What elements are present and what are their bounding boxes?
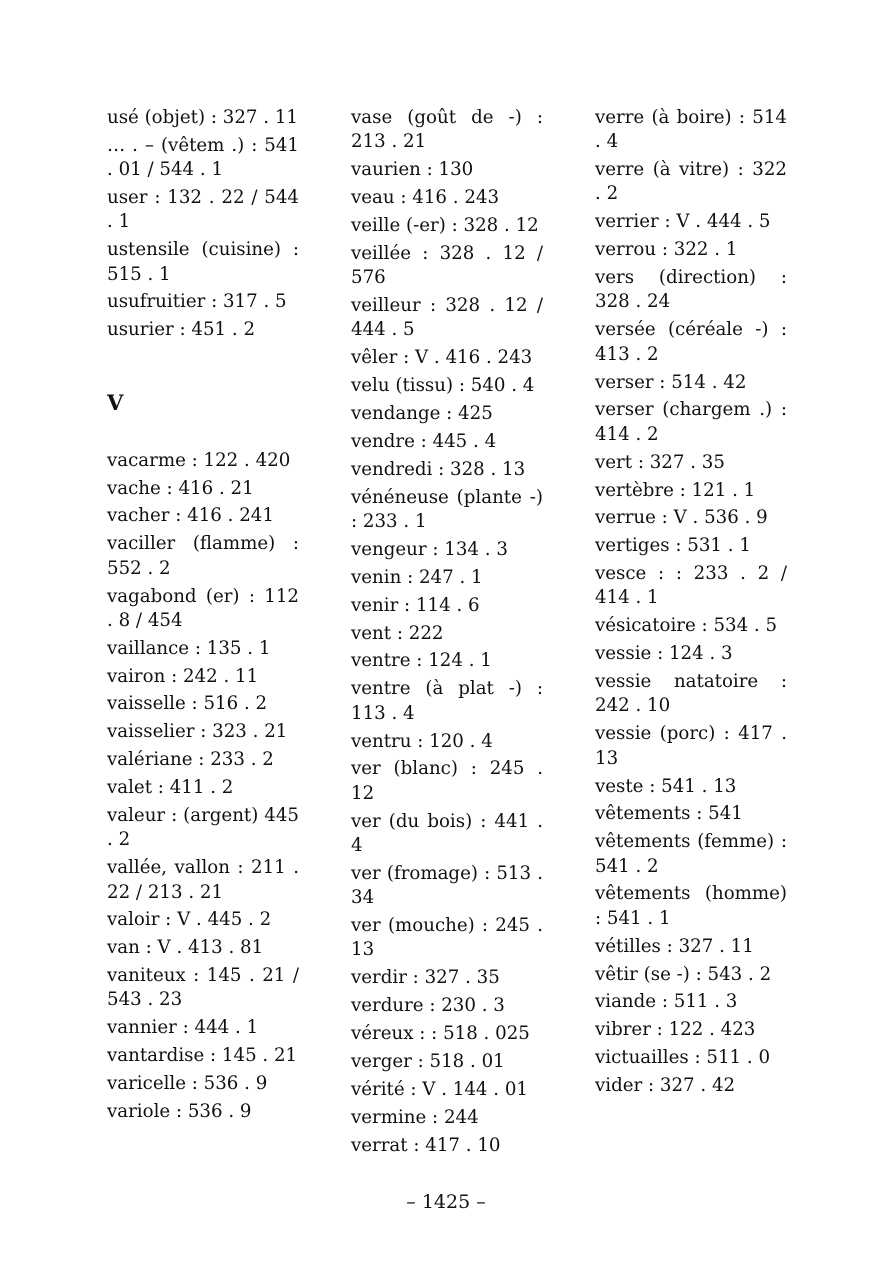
index-entry: vêtements (femme) : 541 . 2 xyxy=(595,831,787,877)
index-entry: ver (du bois) : 441 . 4 xyxy=(351,810,543,856)
index-entry: vider : 327 . 42 xyxy=(595,1075,736,1097)
index-entry: vacher : 416 . 241 xyxy=(107,505,274,527)
index-entry: vétilles : 327 . 11 xyxy=(595,935,754,957)
index-column-1 xyxy=(107,106,299,1128)
index-entry: vêler : V . 416 . 243 xyxy=(351,347,533,369)
index-entry: verrue : V . 536 . 9 xyxy=(595,507,768,529)
index-entry: venir : 114 . 6 xyxy=(351,594,480,616)
index-entry: … . – (vêtem .) : 541 . 01 / 544 . 1 xyxy=(107,134,299,181)
index-entry: vessie : 124 . 3 xyxy=(595,643,733,665)
index-entry: vers (direction) : 328 . 24 xyxy=(595,267,787,313)
index-entry: vaurien : 130 xyxy=(351,159,474,181)
index-entry: vaisselle : 516 . 2 xyxy=(107,693,268,715)
index-entry: vertèbre : 121 . 1 xyxy=(595,479,756,501)
index-entry: vérité : V . 144 . 01 xyxy=(351,1078,528,1100)
index-entry: vendredi : 328 . 13 xyxy=(351,458,526,480)
index-entry: ustensile (cuisine) : 515 . 1 xyxy=(107,239,299,285)
index-entry: vert : 327 . 35 xyxy=(595,451,725,473)
index-entry: veau : 416 . 243 xyxy=(351,187,500,209)
index-entry: vesce : : 233 . 2 / 414 . 1 xyxy=(595,563,787,609)
index-entry: verger : 518 . 01 xyxy=(351,1050,505,1072)
index-entry: vermine : 244 xyxy=(351,1106,479,1128)
index-entry: vent : 222 xyxy=(351,622,444,644)
index-entry: verser : 514 . 42 xyxy=(595,371,747,393)
index-entry: verrat : 417 . 10 xyxy=(351,1134,501,1156)
index-entry: van : V . 413 . 81 xyxy=(107,937,264,959)
index-entry: verdir : 327 . 35 xyxy=(351,967,500,989)
index-entry: verrier : V . 444 . 5 xyxy=(595,211,771,233)
index-entry: verre (à boire) : 514 . 4 xyxy=(595,107,787,153)
index-entry: ver (mouche) : 245 . 13 xyxy=(351,914,543,961)
index-entry: veillée : 328 . 12 / 576 xyxy=(351,242,543,289)
page-number: – 1425 – xyxy=(406,1191,486,1213)
index-entry: usé (objet) : 327 . 11 xyxy=(107,107,298,128)
index-entry: vaillance : 135 . 1 xyxy=(107,637,271,659)
index-entry: ventre : 124 . 1 xyxy=(351,650,492,672)
index-entry: valoir : V . 445 . 2 xyxy=(107,909,272,931)
index-entry: versée (céréale -) : 413 . 2 xyxy=(595,319,787,365)
index-entry: verser (chargem .) : 414 . 2 xyxy=(595,399,787,445)
index-entry: valériane : 233 . 2 xyxy=(107,749,274,771)
index-entry: valeur : (argent) 445 . 2 xyxy=(107,805,299,851)
index-entry: vertiges : 531 . 1 xyxy=(595,535,751,557)
index-entry: ver (blanc) : 245 . 12 xyxy=(351,758,543,804)
index-entry: variole : 536 . 9 xyxy=(107,1101,252,1123)
index-entry: vaciller (flamme) : 552 . 2 xyxy=(107,533,299,579)
index-entry: vagabond (er) : 112 . 8 / 454 xyxy=(107,585,299,631)
letter-heading: V xyxy=(107,389,124,415)
index-entry: vêtir (se -) : 543 . 2 xyxy=(595,963,772,985)
index-entry: velu (tissu) : 540 . 4 xyxy=(351,375,535,397)
index-entry: victuailles : 511 . 0 xyxy=(595,1047,771,1069)
index-entry: vase (goût de -) : 213 . 21 xyxy=(351,107,543,153)
index-entry: vannier : 444 . 1 xyxy=(107,1017,259,1039)
index-entry: ver (fromage) : 513 . 34 xyxy=(351,862,543,909)
index-entry: véreux : : 518 . 025 xyxy=(351,1022,530,1044)
index-entry: vessie (porc) : 417 . 13 xyxy=(595,723,787,769)
index-entry: vessie natatoire : 242 . 10 xyxy=(595,671,787,717)
index-entry: valet : 411 . 2 xyxy=(107,777,234,799)
entries-before-heading xyxy=(107,106,299,343)
index-entry: veille (-er) : 328 . 12 xyxy=(351,214,539,236)
index-entry: user : 132 . 22 / 544 . 1 xyxy=(107,187,299,233)
index-entry: vêtements : 541 xyxy=(595,803,743,825)
index-entry: verdure : 230 . 3 xyxy=(351,995,505,1017)
index-entry: veilleur : 328 . 12 / 444 . 5 xyxy=(351,295,543,341)
index-entry: vendange : 425 xyxy=(351,403,493,425)
index-column-2 xyxy=(351,106,543,1161)
index-entry: vairon : 242 . 11 xyxy=(107,665,259,687)
index-entry: vénéneuse (plante -) : 233 . 1 xyxy=(351,486,543,532)
index-entry: vacarme : 122 . 420 xyxy=(107,449,291,471)
index-entry: vengeur : 134 . 3 xyxy=(351,538,508,560)
entries-after-heading xyxy=(107,449,299,1125)
index-entry: usurier : 451 . 2 xyxy=(107,319,256,341)
index-entry: verre (à vitre) : 322 . 2 xyxy=(595,159,787,205)
index-column-3 xyxy=(595,106,787,1102)
index-entry: venin : 247 . 1 xyxy=(351,566,483,588)
index-entry: varicelle : 536 . 9 xyxy=(107,1073,268,1095)
index-entry: vantardise : 145 . 21 xyxy=(107,1045,298,1067)
index-entry: usufruitier : 317 . 5 xyxy=(107,291,287,313)
index-entry: vésicatoire : 534 . 5 xyxy=(595,615,778,637)
index-entry: verrou : 322 . 1 xyxy=(595,239,738,261)
index-entry: veste : 541 . 13 xyxy=(595,775,737,797)
index-entry: vibrer : 122 . 423 xyxy=(595,1019,756,1041)
index-entry: vêtements (homme) : 541 . 1 xyxy=(595,883,787,929)
index-entry: vallée, vallon : 211 . 22 / 213 . 21 xyxy=(107,857,299,903)
index-entry: vaisselier : 323 . 21 xyxy=(107,721,288,743)
index-entry: ventru : 120 . 4 xyxy=(351,730,493,752)
index-entry: vache : 416 . 21 xyxy=(107,477,254,499)
index-entry: vaniteux : 145 . 21 / 543 . 23 xyxy=(107,965,299,1011)
index-entry: vendre : 445 . 4 xyxy=(351,430,497,452)
index-entry: viande : 511 . 3 xyxy=(595,991,738,1013)
index-entry: ventre (à plat -) : 113 . 4 xyxy=(351,678,543,724)
